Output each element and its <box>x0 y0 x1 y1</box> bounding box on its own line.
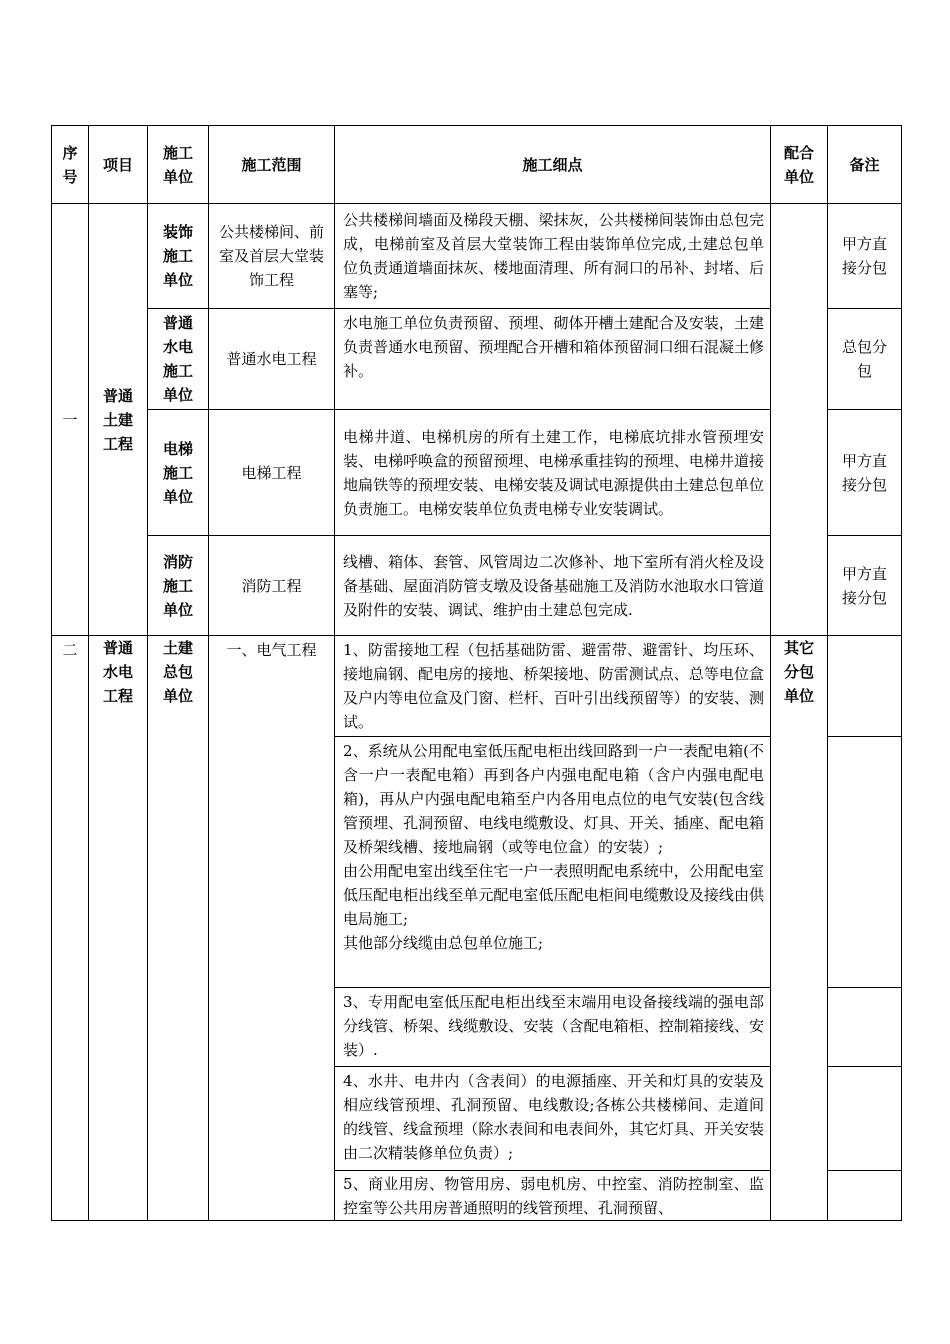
section2-detail-2: 2、系统从公用配电室低压配电柜出线回路到一户一表配电箱(不含一户一表配电箱）再到各户内强电配电箱（含户内强电配电箱)，再从户内强电配电箱至户内各用电点位的电气安装(包含线管预埋、孔洞预留、电线电缆敷设、灯具、开关、插座、配电箱及桥架线槽、接地扁钢（或等电位盒）的安装）; 由公用配电室出线至住宅一户一表照明配电系统中，公用配电室低压配电柜出线至单元配电室低压配电柜间电缆敷设及接线由供电局施工; 其他部分线缆由总包单位施工; <box>335 737 771 988</box>
section1-row3-detail: 电梯井道、电梯机房的所有土建工作，电梯底坑排水管预埋安装、电梯呼唤盒的预留预埋、电梯承重挂钩的预埋、电梯井道接地扁铁等的预埋安装、电梯安装及调试电源提供由土建总包单位负责施工。电梯安装单位负责电梯专业安装调试。 <box>335 410 771 536</box>
section2-note-4 <box>828 1067 902 1171</box>
section2-note-3 <box>828 988 902 1067</box>
header-detail: 施工细点 <box>335 126 771 204</box>
section1-row1-detail: 公共楼梯间墙面及梯段天棚、梁抹灰，公共楼梯间装饰由总包完成，电梯前室及首层大堂装饰工程由装饰单位完成,土建总包单位负责通道墙面抹灰、楼地面清理、所有洞口的吊补、封堵、后塞等; <box>335 204 771 309</box>
section1-row3-note: 甲方直接分包 <box>828 410 902 536</box>
section2-detail-4: 4、水井、电井内（含表间）的电源插座、开关和灯具的安装及相应线管预埋、孔洞预留、电线敷设;各栋公共楼梯间、走道间的线管、线盒预埋（除水表间和电表间外，其它灯具、开关安装由二次精装修单位负责）; <box>335 1067 771 1171</box>
section1-row4-detail: 线槽、箱体、套管、风管周边二次修补、地下室所有消火栓及设备基础、屋面消防管支墩及设备基础施工及消防水池取水口管道及附件的安装、调试、维护由土建总包完成. <box>335 536 771 636</box>
section1-row3-unit: 电梯施工单位 <box>148 410 209 536</box>
header-coop: 配合单位 <box>771 126 828 204</box>
table-row <box>52 204 902 309</box>
header-scope: 施工范围 <box>209 126 335 204</box>
section2-unit: 土建总包单位 <box>148 636 209 1221</box>
section1-row1-unit: 装饰施工单位 <box>148 204 209 309</box>
section1-row2-unit: 普通水电施工单位 <box>148 309 209 410</box>
table-row <box>52 636 902 737</box>
header-unit: 施工单位 <box>148 126 209 204</box>
section1-row2-detail: 水电施工单位负责预留、预埋、砌体开槽土建配合及安装，土建负责普通水电预留、预埋配合开槽和箱体预留洞口细石混凝土修补。 <box>335 309 771 410</box>
section1-row4-note: 甲方直接分包 <box>828 536 902 636</box>
section1-row3-scope: 电梯工程 <box>209 410 335 536</box>
section1-row4-unit: 消防施工单位 <box>148 536 209 636</box>
section2-note-1 <box>828 636 902 737</box>
section2-note-2 <box>828 737 902 988</box>
section1-seq: 一 <box>52 204 89 636</box>
section2-detail-5: 5、商业用房、物管用房、弱电机房、中控室、消防控制室、监控室等公共用房普通照明的线管预埋、孔洞预留、 <box>335 1171 771 1221</box>
section2-detail-3: 3、专用配电室低压配电柜出线至末端用电设备接线端的强电部分线管、桥架、线缆敷设、安装（含配电箱柜、控制箱接线、安装）. <box>335 988 771 1067</box>
section1-row1-note: 甲方直接分包 <box>828 204 902 309</box>
section1-row2-scope: 普通水电工程 <box>209 309 335 410</box>
table-header-row <box>52 126 902 204</box>
section1-row1-scope: 公共楼梯间、前室及首层大堂装饰工程 <box>209 204 335 309</box>
section2-note-5 <box>828 1171 902 1221</box>
construction-scope-table <box>51 125 902 1221</box>
section2-scope: 一、电气工程 <box>209 636 335 1221</box>
header-seq: 序号 <box>52 126 89 204</box>
section2-seq: 二 <box>52 636 89 1221</box>
section1-coop <box>771 204 828 636</box>
header-project: 项目 <box>89 126 148 204</box>
section2-project: 普通水电工程 <box>89 636 148 1221</box>
section2-detail-1: 1、防雷接地工程（包括基础防雷、避雷带、避雷针、均压环、接地扁钢、配电房的接地、桥架接地、防雷测试点、总等电位盒及户内等电位盒及门窗、栏杆、百叶引出线预留等）的安装、测试。 <box>335 636 771 737</box>
section1-project: 普通土建工程 <box>89 204 148 636</box>
header-note: 备注 <box>828 126 902 204</box>
section2-coop: 其它分包单位 <box>771 636 828 1221</box>
section1-row4-scope: 消防工程 <box>209 536 335 636</box>
section1-row2-note: 总包分包 <box>828 309 902 410</box>
